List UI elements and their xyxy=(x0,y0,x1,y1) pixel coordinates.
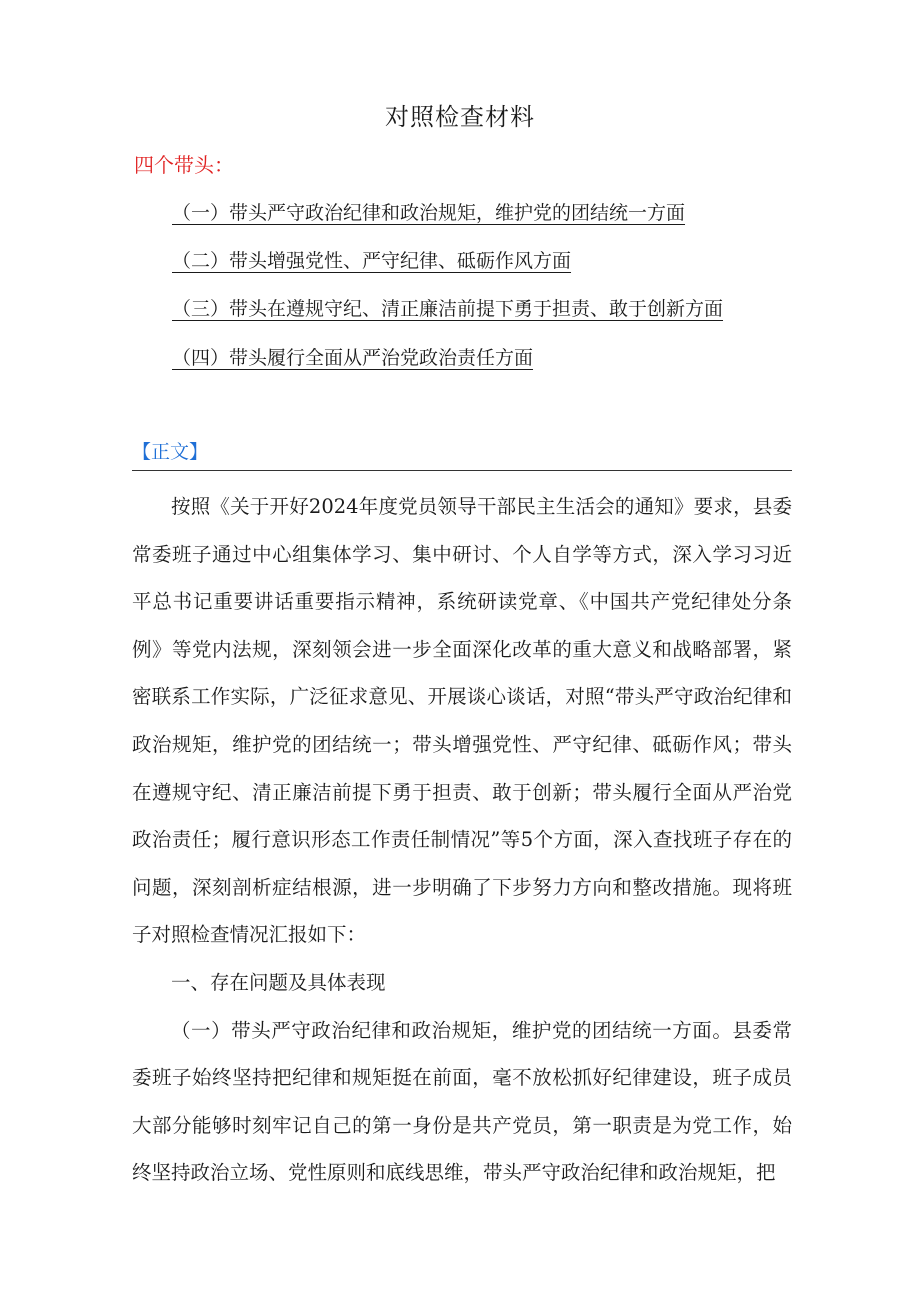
body-text xyxy=(132,483,792,1197)
toc-link-4[interactable]: （四）带头履行全面从严治党政治责任方面 xyxy=(172,347,534,369)
section-divider xyxy=(132,470,792,471)
heading-problems: 一、存在问题及具体表现 xyxy=(171,970,386,994)
subtitle-four-leads: 四个带头： xyxy=(134,153,234,177)
section-tag-main-text: 【正文】 xyxy=(132,441,209,463)
toc-link-2[interactable]: （二）带头增强党性、严守纪律、砥砺作风方面 xyxy=(172,250,572,272)
toc-link-3[interactable]: （三）带头在遵规守纪、清正廉洁前提下勇于担责、敢于创新方面 xyxy=(172,298,724,320)
body-paragraph-intro: 按照《关于开好2024年度党员领导干部民主生活会的通知》要求，县委常委班子通过中心组集体学习、集中研讨、个人自学等方式，深入学习习近平总书记重要讲话重要指示精神，系统研读党章、《中国共产党纪律处分条例》等党内法规，深刻领会进一步全面深化改革的重大意义和战略部署，紧密联系工作实际，广泛征求意见、开展谈心谈话，对照“带头严守政治纪律和政治规矩，维护党的团结统一；带头增强党性、严守纪律、砥砺作风；带头在遵规守纪、清正廉洁前提下勇于担责、敢于创新；带头履行全面从严治党政治责任；履行意识形态工作责任制情况”等5个方面，深入查找班子存在的问题，深刻剖析症结根源，进一步明确了下步努力方向和整改措施。现将班子对照检查情况汇报如下： xyxy=(132,495,792,947)
body-paragraph-section-1: （一）带头严守政治纪律和政治规矩，维护党的团结统一方面。县委常委班子始终坚持把纪律和规矩挺在前面，毫不放松抓好纪律建设，班子成员大部分能够时刻牢记自己的第一身份是共产党员，第一职责是为党工作，始终坚持政治立场、党性原则和底线思维，带头严守政治纪律和政治规矩，把 xyxy=(132,1018,792,1185)
page-title: 对照检查材料 xyxy=(385,103,535,131)
toc-link-1[interactable]: （一）带头严守政治纪律和政治规矩，维护党的团结统一方面 xyxy=(172,202,686,224)
